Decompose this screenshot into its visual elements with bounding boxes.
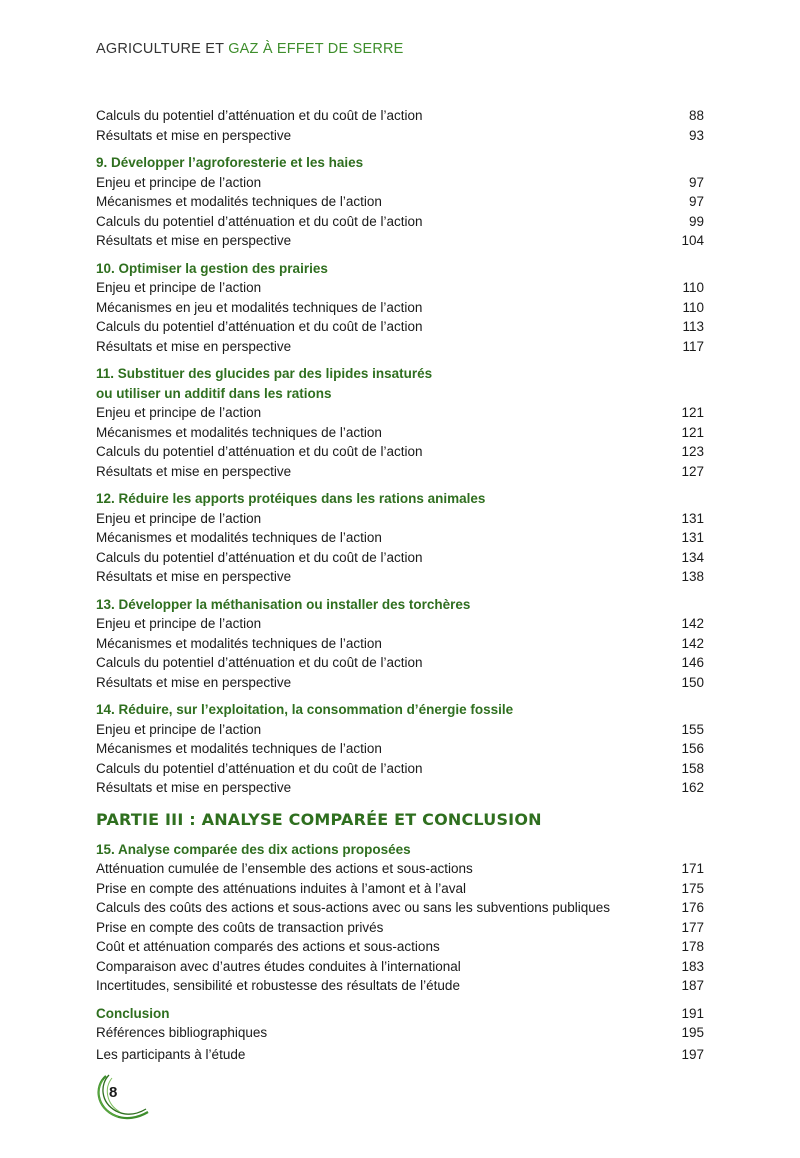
toc-row-page: 150	[681, 674, 704, 690]
toc-row-page: 162	[681, 780, 704, 795]
toc-row	[96, 192, 704, 212]
header-title-part2: GAZ À EFFET DE SERRE	[228, 41, 404, 57]
toc-row-label: Enjeu et principe de l’action	[96, 721, 262, 737]
toc-section-9	[96, 153, 704, 251]
toc-row-label: Atténuation cumulée de l’ensemble des actions et sous-actions	[96, 861, 473, 876]
toc-row-page: 131	[681, 530, 704, 545]
section-title: 11. Substituer des glucides par des lipides insaturés ou utiliser un additif dans les rations	[96, 366, 433, 401]
toc-row	[96, 106, 704, 126]
toc-row-page: 142	[681, 635, 704, 651]
toc-row	[96, 337, 704, 357]
toc-row-page: 156	[681, 741, 704, 756]
toc-row-label: Calculs du potentiel d’atténuation et du coût de l’action	[96, 549, 423, 565]
toc-row-label: Résultats et mise en perspective	[96, 338, 292, 354]
toc-row	[96, 423, 704, 443]
page-footer	[92, 1072, 152, 1122]
toc-row-label: Les participants à l’étude	[96, 1046, 246, 1062]
toc-row-label: Calculs des coûts des actions et sous-actions avec ou sans les subventions publiques	[96, 900, 611, 915]
toc-row	[96, 126, 704, 146]
toc-row-page: 177	[681, 919, 704, 935]
toc-row-label: Mécanismes et modalités techniques de l’action	[96, 424, 382, 440]
toc-row-label: Calculs du potentiel d’atténuation et du coût de l’action	[96, 444, 423, 459]
toc-section-14	[96, 700, 704, 798]
toc-row-page: 146	[681, 655, 704, 670]
toc-row-label: Calculs du potentiel d’atténuation et du coût de l’action	[96, 108, 423, 123]
toc-row-page: 127	[681, 463, 704, 479]
toc-row-page: 110	[682, 280, 704, 295]
toc-row-label: Calculs du potentiel d’atténuation et du coût de l’action	[96, 213, 423, 229]
toc-row-label: Calculs du potentiel d’atténuation et du coût de l’action	[96, 655, 423, 670]
toc-row	[96, 212, 704, 232]
toc-row	[96, 976, 704, 996]
toc-row	[96, 720, 704, 740]
toc-row	[96, 462, 704, 482]
section-title: 14. Réduire, sur l’exploitation, la consommation d’énergie fossile	[96, 702, 514, 717]
section-title: 15. Analyse comparée des dix actions proposées	[96, 841, 411, 857]
section-title: 10. Optimiser la gestion des prairies	[96, 260, 328, 276]
toc-row-label: Enjeu et principe de l’action	[96, 405, 262, 420]
toc-section-13	[96, 595, 704, 693]
toc-row	[96, 673, 704, 693]
toc-row	[96, 567, 704, 587]
toc-row-page: 117	[682, 338, 704, 354]
toc-row-page: 97	[688, 194, 704, 209]
section-title: 12. Réduire les apports protéiques dans les rations animales	[96, 491, 486, 506]
toc-row-label: Calculs du potentiel d’atténuation et du coût de l’action	[96, 760, 423, 776]
toc-row-label: Mécanismes et modalités techniques de l’action	[96, 741, 382, 756]
toc-conclusion	[96, 1004, 704, 1065]
toc-row-page: 99	[688, 213, 704, 229]
swirl-logo-icon	[92, 1072, 152, 1122]
toc-row-page: 88	[688, 108, 704, 123]
toc-section-11	[96, 364, 704, 481]
toc-row-page: 183	[681, 958, 704, 974]
toc-row	[96, 317, 704, 337]
toc-row-page: 158	[681, 760, 704, 776]
toc-row-page: 155	[681, 721, 704, 737]
toc-row	[96, 509, 704, 529]
toc-row	[96, 614, 704, 634]
toc-row-page: 113	[682, 319, 704, 334]
toc-row	[96, 759, 704, 779]
toc-row-label: Mécanismes et modalités techniques de l’action	[96, 530, 382, 545]
toc-row	[96, 739, 704, 759]
header-title-part1: AGRICULTURE ET	[96, 41, 224, 57]
section-title: 9. Développer l’agroforesterie et les haies	[96, 155, 364, 170]
toc-row	[96, 653, 704, 673]
toc-row-page: 187	[681, 978, 704, 993]
toc-row	[96, 403, 704, 423]
toc-row-label: Prise en compte des coûts de transaction privés	[96, 919, 384, 935]
running-header	[96, 41, 404, 57]
toc-row	[96, 231, 704, 251]
page-number: 8	[109, 1084, 118, 1101]
toc-row	[96, 778, 704, 798]
toc-row-page: 138	[681, 569, 704, 584]
part-title: PARTIE III : ANALYSE COMPARÉE ET CONCLUSION	[96, 809, 542, 829]
toc-row	[96, 879, 704, 899]
toc-row-page: 104	[681, 233, 704, 248]
toc-row-page: 176	[681, 900, 704, 915]
toc-row	[96, 957, 704, 977]
toc-row-page: 97	[688, 174, 704, 190]
toc-row-page: 121	[681, 405, 704, 420]
toc-row	[96, 173, 704, 193]
toc-row-label: Comparaison avec d’autres études conduites à l’international	[96, 958, 461, 974]
toc-row-page: 93	[688, 127, 704, 143]
toc-section-12	[96, 489, 704, 587]
toc-row-label: Résultats et mise en perspective	[96, 233, 292, 248]
toc-row-label: Enjeu et principe de l’action	[96, 510, 262, 526]
toc-row-page: 195	[681, 1025, 704, 1040]
toc-lead	[96, 106, 704, 145]
toc-row-label: Résultats et mise en perspective	[96, 127, 292, 143]
toc-row-page: 121	[681, 424, 704, 440]
toc-row	[96, 298, 704, 318]
toc-row-label: Mécanismes et modalités techniques de l’action	[96, 194, 382, 209]
toc-row	[96, 278, 704, 298]
toc-row-label: Calculs du potentiel d’atténuation et du coût de l’action	[96, 319, 423, 334]
toc-row-page: 178	[681, 939, 704, 954]
toc-row-page: 197	[681, 1046, 704, 1062]
toc-row-label: Incertitudes, sensibilité et robustesse des résultats de l’étude	[96, 978, 460, 993]
toc-row-label: Mécanismes en jeu et modalités techniques de l’action	[96, 299, 423, 315]
table-of-contents	[96, 106, 704, 1072]
toc-row	[96, 1045, 704, 1065]
toc-row	[96, 442, 704, 462]
toc-row-label: Enjeu et principe de l’action	[96, 280, 262, 295]
toc-row	[96, 898, 704, 918]
section-title: Conclusion	[96, 1005, 170, 1021]
toc-row-label: Résultats et mise en perspective	[96, 674, 292, 690]
toc-section-15	[96, 840, 704, 996]
toc-row	[96, 937, 704, 957]
toc-row-label: Enjeu et principe de l’action	[96, 174, 262, 190]
toc-row	[96, 634, 704, 654]
toc-row-label: Résultats et mise en perspective	[96, 463, 292, 479]
toc-row-label: Mécanismes et modalités techniques de l’action	[96, 635, 382, 651]
toc-row	[96, 1023, 704, 1043]
toc-row-label: Prise en compte des atténuations induites à l’amont et à l’aval	[96, 880, 466, 896]
toc-row-page: 142	[681, 616, 704, 631]
toc-row	[96, 548, 704, 568]
toc-section-10	[96, 259, 704, 357]
toc-row-label: Coût et atténuation comparés des actions et sous-actions	[96, 939, 440, 954]
toc-row-page: 171	[681, 861, 704, 876]
toc-row-page: 191	[681, 1005, 704, 1021]
conclusion-title-row	[96, 1004, 704, 1024]
toc-row-label: Résultats et mise en perspective	[96, 780, 292, 795]
toc-row-page: 110	[682, 299, 704, 315]
toc-row	[96, 528, 704, 548]
toc-row-label: Enjeu et principe de l’action	[96, 616, 262, 631]
toc-row	[96, 918, 704, 938]
toc-row-page: 134	[681, 549, 704, 565]
toc-row	[96, 859, 704, 879]
toc-row-label: Références bibliographiques	[96, 1025, 268, 1040]
section-title: 13. Développer la méthanisation ou installer des torchères	[96, 596, 471, 612]
toc-row-page: 131	[681, 510, 704, 526]
toc-row-label: Résultats et mise en perspective	[96, 569, 292, 584]
toc-row-page: 123	[681, 444, 704, 459]
toc-row-page: 175	[681, 880, 704, 896]
